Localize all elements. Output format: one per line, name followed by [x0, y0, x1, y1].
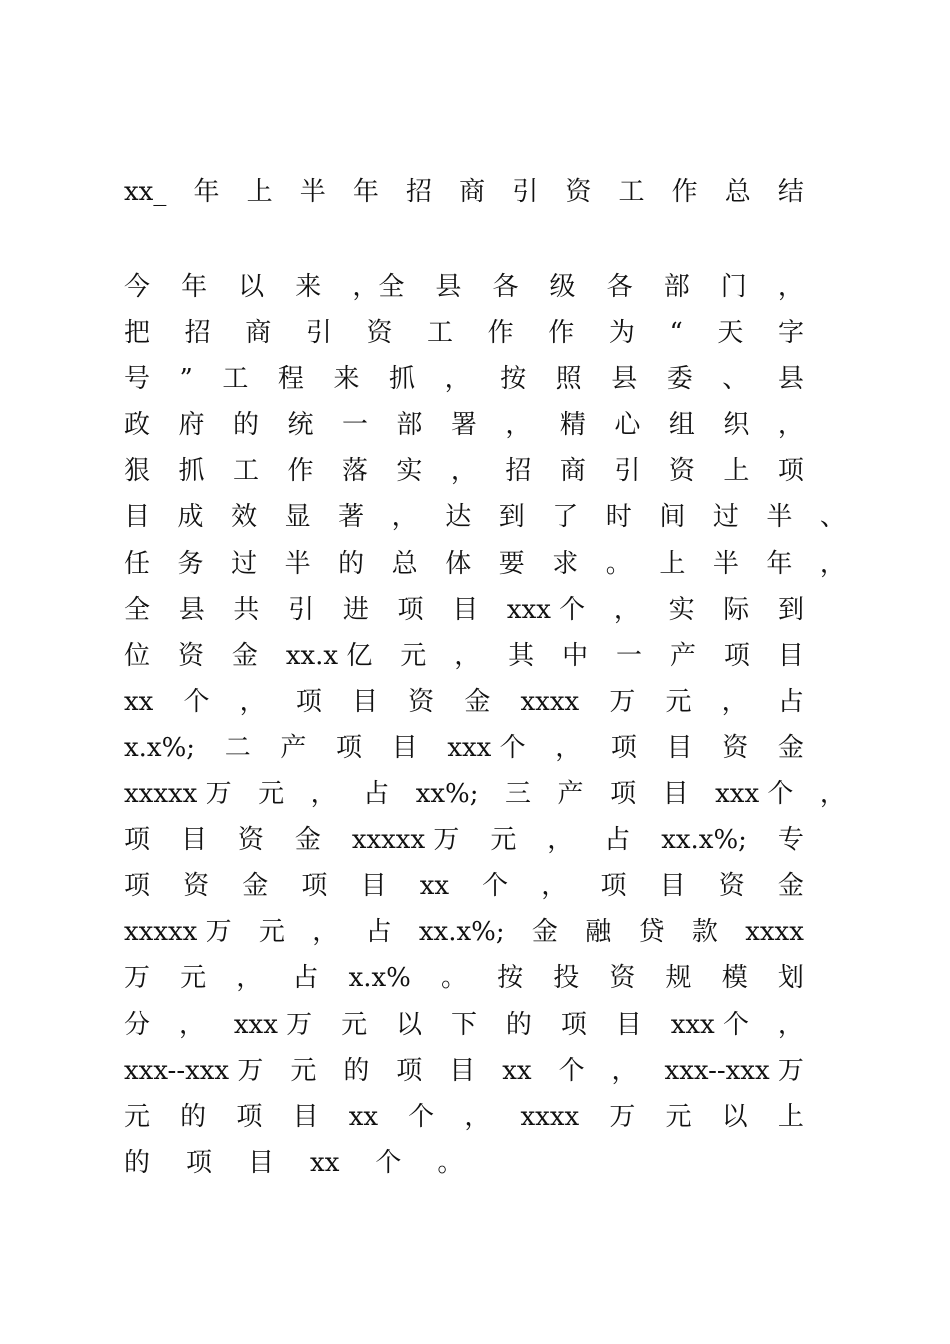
text-token: 占 — [777, 686, 804, 717]
text-token: xxxx — [520, 686, 580, 717]
text-token: 产 — [280, 732, 307, 763]
text-token: 门 — [720, 272, 747, 302]
text-token: 署 — [450, 410, 477, 441]
text-token: 元 — [290, 1055, 317, 1086]
text-token: 著 — [338, 502, 365, 533]
text-token: xx — [419, 871, 450, 902]
text-token: ， — [505, 410, 532, 441]
title-char: 招 — [405, 177, 432, 207]
text-token: 目 — [180, 825, 207, 856]
text-token: 达 — [445, 502, 472, 533]
text-token: ， — [613, 594, 640, 625]
text-token: 资 — [408, 686, 435, 717]
text-token: 目 — [777, 640, 804, 671]
text-token: 府 — [178, 410, 205, 441]
text-token: xxx--xxx 万 — [124, 1055, 264, 1086]
text-token: 为 — [608, 318, 635, 349]
text-token: 间 — [659, 502, 686, 533]
text-token: 融 — [585, 917, 612, 948]
text-token: 、 — [722, 364, 749, 395]
text-token: 照 — [555, 364, 582, 395]
text-token: 资 — [718, 871, 745, 902]
text-line — [124, 1048, 804, 1094]
text-token: ， — [310, 779, 337, 810]
title-char: xx_ — [124, 177, 167, 207]
text-token: 目 — [452, 594, 479, 625]
text-line — [124, 587, 804, 633]
text-token: 目 — [666, 732, 693, 763]
text-token: 的 — [124, 1147, 151, 1178]
text-token: 其 — [508, 640, 535, 671]
text-token: 部 — [663, 272, 690, 302]
text-token: 位 — [124, 640, 151, 671]
document-title — [124, 172, 804, 212]
text-token: xx%; — [415, 779, 479, 810]
text-token: 规 — [665, 963, 692, 994]
text-token: 中 — [562, 640, 589, 671]
text-token: ， — [777, 272, 804, 302]
text-token: 元 — [180, 963, 207, 994]
text-token: 项 — [560, 1009, 587, 1040]
text-token: 元 — [258, 779, 285, 810]
text-token: 按 — [500, 364, 527, 395]
text-token: 来 — [333, 364, 360, 395]
text-line — [124, 1140, 804, 1186]
text-token: 县 — [777, 364, 804, 395]
text-token: 划 — [777, 963, 804, 994]
text-token: 总 — [391, 548, 418, 579]
text-token: 作 — [487, 318, 514, 349]
text-token: 的 — [180, 1101, 207, 1132]
text-token: 项 — [397, 594, 424, 625]
text-line — [124, 633, 804, 679]
text-token: 商 — [559, 456, 586, 487]
text-token: 任 — [124, 548, 151, 579]
text-token: 显 — [284, 502, 311, 533]
text-token: 项 — [600, 871, 627, 902]
text-token: 一 — [341, 410, 368, 441]
text-token: 占 — [604, 825, 631, 856]
text-token: 半 — [712, 548, 739, 579]
text-token: 产 — [557, 779, 584, 810]
text-token: 元 — [258, 917, 285, 948]
title-char: 半 — [299, 177, 326, 207]
text-token: 的 — [232, 410, 259, 441]
text-token: x.x% — [348, 963, 411, 994]
text-line — [124, 725, 804, 771]
text-token: 目 — [248, 1147, 275, 1178]
text-token: 时 — [605, 502, 632, 533]
text-token: 。 — [437, 1147, 464, 1178]
text-token: 全 — [124, 594, 151, 625]
text-token: 号 — [124, 364, 151, 395]
text-token: xxx 个 — [715, 779, 794, 810]
text-token: 金 — [777, 732, 804, 763]
text-token: 目 — [662, 779, 689, 810]
text-token: 款 — [691, 917, 718, 948]
text-token: 个 — [183, 686, 210, 717]
text-token: 的 — [505, 1009, 532, 1040]
text-token: 目 — [615, 1009, 642, 1040]
text-token: xxx--xxx 万 — [664, 1055, 804, 1086]
text-token: 一 — [616, 640, 643, 671]
text-token: 目 — [449, 1055, 476, 1086]
text-line — [124, 771, 846, 817]
text-token: 上 — [777, 1101, 804, 1132]
text-token: 了 — [552, 502, 579, 533]
text-token: 元 — [400, 640, 427, 671]
text-token: xxxxx 万 — [124, 779, 232, 810]
text-token: 项 — [396, 1055, 423, 1086]
text-token: ，全 — [352, 272, 405, 302]
text-token: 元 — [665, 1101, 692, 1132]
text-token: 万 — [609, 1101, 636, 1132]
text-token: 成 — [177, 502, 204, 533]
text-token: 资 — [183, 871, 210, 902]
text-line — [124, 310, 804, 356]
document-body — [124, 264, 850, 1186]
text-token: 目 — [391, 732, 418, 763]
text-token: 工 — [222, 364, 249, 395]
text-token: 上 — [659, 548, 686, 579]
text-token: 抓 — [389, 364, 416, 395]
text-token: 项 — [124, 871, 151, 902]
title-char: 上 — [246, 177, 273, 207]
title-char: 工 — [618, 177, 645, 207]
title-char: 作 — [671, 177, 698, 207]
text-token: 个 — [482, 871, 509, 902]
text-token: 目 — [352, 686, 379, 717]
text-token: 项 — [295, 686, 322, 717]
text-token: ， — [464, 1101, 491, 1132]
text-line — [124, 817, 804, 863]
text-token: 过 — [231, 548, 258, 579]
text-token: ， — [777, 410, 804, 441]
text-token: 县 — [178, 594, 205, 625]
text-token: xx.x%; — [418, 917, 505, 948]
text-token: 各 — [606, 272, 633, 302]
text-token: 目 — [360, 871, 387, 902]
text-token: 委 — [666, 364, 693, 395]
text-token: 各 — [492, 272, 519, 302]
text-token: 求 — [552, 548, 579, 579]
text-token: 今 — [124, 272, 151, 302]
text-token: 投 — [553, 963, 580, 994]
text-token: 狠 — [124, 456, 151, 487]
text-token: 三 — [505, 779, 532, 810]
text-token: 资 — [237, 825, 264, 856]
text-token: 金 — [242, 871, 269, 902]
text-token: 年 — [181, 272, 208, 302]
text-token: xxx 万 — [233, 1009, 313, 1040]
text-token: ， — [721, 686, 748, 717]
text-token: ， — [611, 1055, 638, 1086]
text-token: xxxx — [745, 917, 804, 948]
text-token: 实 — [668, 594, 695, 625]
text-line — [124, 955, 804, 1001]
text-token: 招 — [505, 456, 532, 487]
text-line — [124, 356, 804, 402]
text-token: xxxx — [520, 1101, 580, 1132]
text-token: xx — [348, 1101, 379, 1132]
title-char: 资 — [565, 177, 592, 207]
text-token: 招 — [184, 318, 211, 349]
text-token: 资 — [722, 732, 749, 763]
text-token: 年 — [766, 548, 793, 579]
text-token: 的 — [338, 548, 365, 579]
text-token: 把 — [124, 318, 151, 349]
text-token: 项 — [236, 1101, 263, 1132]
text-token: ， — [239, 686, 266, 717]
text-token: 元 — [665, 686, 692, 717]
text-token: 以 — [238, 272, 265, 302]
text-token: 字 — [777, 318, 804, 349]
text-token: ， — [541, 871, 568, 902]
text-token: 到 — [777, 594, 804, 625]
text-token: 金 — [294, 825, 321, 856]
text-token: 金 — [777, 871, 804, 902]
title-char: 结 — [777, 177, 804, 207]
text-token: 抓 — [178, 456, 205, 487]
text-token: 来 — [295, 272, 322, 302]
text-token: 作 — [287, 456, 314, 487]
text-token: 个 — [558, 1055, 585, 1086]
text-token: 政 — [124, 410, 151, 441]
text-token: 金 — [464, 686, 491, 717]
text-token: 心 — [614, 410, 641, 441]
text-token: 项 — [610, 779, 637, 810]
text-token: 项 — [610, 732, 637, 763]
text-token: 实 — [396, 456, 423, 487]
text-token: 组 — [668, 410, 695, 441]
text-token: 到 — [498, 502, 525, 533]
text-token: 万 — [124, 963, 151, 994]
text-token: 程 — [277, 364, 304, 395]
text-token: 二 — [224, 732, 251, 763]
text-token: 项 — [723, 640, 750, 671]
text-token: 占 — [363, 779, 390, 810]
text-token: 进 — [342, 594, 369, 625]
text-token: 共 — [233, 594, 260, 625]
text-token: 过 — [712, 502, 739, 533]
text-token: 产 — [669, 640, 696, 671]
text-token: 个 — [375, 1147, 402, 1178]
text-token: 工 — [232, 456, 259, 487]
text-token: 级 — [549, 272, 576, 302]
text-token: 作 — [548, 318, 575, 349]
text-token: xx — [502, 1055, 532, 1086]
text-token: 半 — [284, 548, 311, 579]
text-line — [124, 448, 804, 494]
text-token: 以 — [396, 1009, 423, 1040]
text-token: 商 — [245, 318, 272, 349]
text-token: 资 — [177, 640, 204, 671]
text-token: 天 — [717, 318, 744, 349]
text-token: ， — [391, 502, 418, 533]
text-token: 资 — [668, 456, 695, 487]
text-token: xx — [310, 1147, 340, 1178]
text-token: xx.x 亿 — [285, 640, 373, 671]
title-char: 引 — [512, 177, 539, 207]
text-token: 。 — [440, 963, 467, 994]
title-char: 商 — [459, 177, 486, 207]
text-token: 占 — [365, 917, 392, 948]
text-line — [124, 494, 846, 540]
text-token: 要 — [498, 548, 525, 579]
text-token: 体 — [445, 548, 472, 579]
text-token: 目 — [659, 871, 686, 902]
text-token: 分 — [124, 1009, 151, 1040]
text-token: 金 — [531, 917, 558, 948]
text-token: xx — [124, 686, 154, 717]
text-token: 贷 — [638, 917, 665, 948]
text-line — [124, 863, 804, 909]
text-token: 元 — [341, 1009, 368, 1040]
text-token: ， — [819, 548, 846, 579]
text-token: 资 — [609, 963, 636, 994]
text-token: 务 — [177, 548, 204, 579]
text-line — [124, 541, 846, 587]
text-token: 项 — [301, 871, 328, 902]
title-char: 年 — [193, 177, 220, 207]
text-token: 项 — [777, 456, 804, 487]
text-token: 统 — [287, 410, 314, 441]
text-token: x.x%; — [124, 732, 196, 763]
text-token: 的 — [343, 1055, 370, 1086]
text-line — [124, 909, 804, 955]
text-token: xxxxx 万 — [351, 825, 460, 856]
text-token: 、 — [819, 502, 846, 533]
text-token: 织 — [723, 410, 750, 441]
text-token: 目 — [124, 502, 151, 533]
text-token: xx.x%; — [661, 825, 747, 856]
text-token: 际 — [723, 594, 750, 625]
text-token: 下 — [450, 1009, 477, 1040]
text-token: ， — [547, 825, 574, 856]
text-token: “ — [669, 318, 683, 349]
text-token: 精 — [559, 410, 586, 441]
text-token: 资 — [366, 318, 393, 349]
text-token: 部 — [396, 410, 423, 441]
text-token: 项 — [186, 1147, 213, 1178]
text-token: ， — [236, 963, 263, 994]
text-token: 县 — [611, 364, 638, 395]
text-token: 落 — [341, 456, 368, 487]
text-token: 工 — [427, 318, 454, 349]
text-token: ， — [450, 456, 477, 487]
text-token: 引 — [288, 594, 315, 625]
text-token: ， — [454, 640, 481, 671]
text-token: 个 — [408, 1101, 435, 1132]
text-token: ， — [819, 779, 846, 810]
text-line — [124, 1094, 804, 1140]
text-token: ， — [777, 1009, 804, 1040]
text-line — [124, 679, 804, 725]
text-token: 。 — [605, 548, 632, 579]
text-token: 按 — [497, 963, 524, 994]
text-token: 项 — [124, 825, 151, 856]
text-token: 上 — [723, 456, 750, 487]
text-token: 金 — [231, 640, 258, 671]
title-char: 总 — [724, 177, 751, 207]
text-token: ， — [444, 364, 471, 395]
text-line — [124, 1002, 804, 1048]
text-token: 元 — [124, 1101, 151, 1132]
text-token: ， — [312, 917, 339, 948]
text-token: 以 — [721, 1101, 748, 1132]
text-token: ， — [178, 1009, 205, 1040]
text-token: 项 — [336, 732, 363, 763]
text-token: 元 — [490, 825, 517, 856]
text-token: xxxxx 万 — [124, 917, 232, 948]
title-char: 年 — [352, 177, 379, 207]
text-token: 半 — [766, 502, 793, 533]
text-token: 目 — [292, 1101, 319, 1132]
text-token: 专 — [777, 825, 804, 856]
text-line — [124, 264, 804, 310]
text-token: 万 — [609, 686, 636, 717]
text-token: xxx 个 — [447, 732, 526, 763]
text-token: 模 — [721, 963, 748, 994]
text-token: xxx 个 — [506, 594, 586, 625]
text-line — [124, 402, 804, 448]
text-token: 引 — [305, 318, 332, 349]
text-token: xxx 个 — [670, 1009, 749, 1040]
text-token: 效 — [231, 502, 258, 533]
text-token: ” — [179, 364, 193, 395]
text-token: 占 — [292, 963, 319, 994]
text-token: 县 — [435, 272, 462, 302]
text-token: 引 — [614, 456, 641, 487]
text-token: ， — [555, 732, 582, 763]
